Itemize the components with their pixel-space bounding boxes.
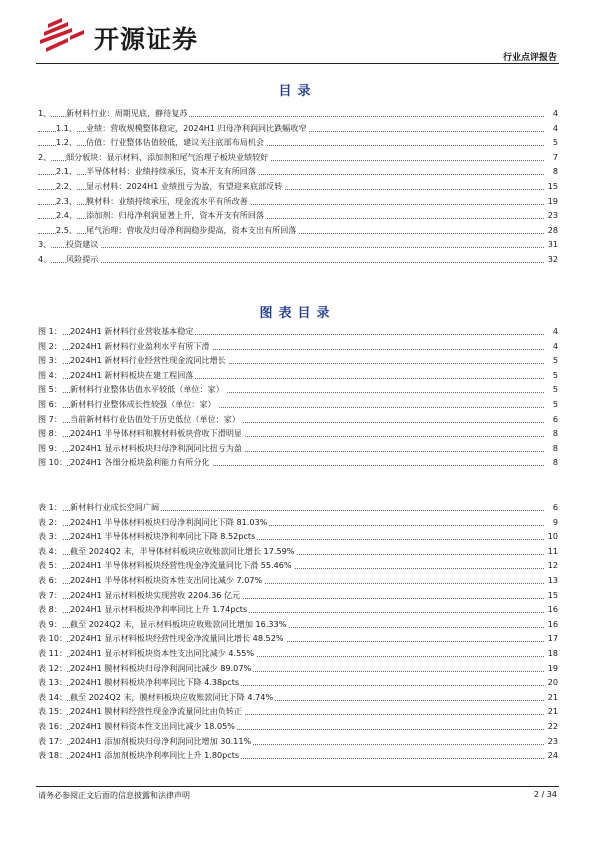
- figure-entry[interactable]: [38, 339, 558, 354]
- entry-number: 表 5：: [38, 558, 62, 573]
- entry-page: 32: [546, 252, 558, 267]
- entry-number: 图 5：: [38, 382, 62, 397]
- entry-title: 截至 2024Q2 末，膜材料板块应收账款同比下降 4.74%: [70, 690, 275, 705]
- entry-number: 表 16：: [38, 719, 67, 734]
- footer-disclaimer: 请务必参阅正文后面的信息披露和法律声明: [38, 791, 190, 800]
- table-entry[interactable]: [38, 675, 558, 690]
- toc-entry[interactable]: [38, 179, 558, 194]
- entry-page: 17: [546, 631, 558, 646]
- entry-number: 表 9：: [38, 617, 62, 632]
- entry-number: 表 15：: [38, 704, 67, 719]
- header-divider: [36, 63, 559, 64]
- table-entry[interactable]: [38, 602, 558, 617]
- entry-title: 估值：行业整体估值较低，建议关注底部布局机会: [86, 135, 266, 150]
- entry-page: 15: [546, 588, 558, 603]
- page-header: [0, 0, 595, 70]
- entry-page: 22: [546, 719, 558, 734]
- entry-page: 4: [551, 106, 558, 121]
- toc-title: 目录: [278, 84, 317, 99]
- entry-number: 表 18：: [38, 748, 67, 763]
- entry-page: 4: [551, 121, 558, 136]
- entry-title: 2024H1 显示材料板块实现营收 2204.36 亿元: [70, 588, 242, 603]
- footer-divider: [36, 786, 559, 787]
- entry-title: 2024H1 膜材料板块净利率同比下降 4.38pcts: [70, 675, 241, 690]
- table-entry[interactable]: [38, 500, 558, 515]
- entry-title: 2024H1 新材料板块在建工程回落: [70, 368, 195, 383]
- entry-title: 新材料行业成长空间广阔: [70, 500, 161, 515]
- entry-number: 表 7：: [38, 588, 62, 603]
- entry-title: 2024H1 半导体材料板块经营性现金净流量同比下滑 55.46%: [70, 558, 294, 573]
- entry-title: 当前新材料行业估值处于历史低位（单位：家）: [70, 412, 242, 427]
- entry-title: 新材料行业：周期见底，静待复苏: [66, 106, 189, 121]
- entry-title: 新材料行业整体估值水平较低（单位：家）: [70, 382, 226, 397]
- entry-page: 7: [551, 150, 558, 165]
- dot-leader: [38, 262, 544, 263]
- entry-title: 风险提示: [66, 252, 100, 267]
- entry-number: 2.2、: [56, 179, 77, 194]
- entry-title: 2024H1 新材料行业盈利水平有所下滑: [70, 339, 212, 354]
- table-list: [38, 500, 558, 763]
- entry-title: 2024H1 膜材料板块归母净利润同比减少 89.07%: [70, 661, 253, 676]
- entry-title: 添加剂：归母净利润显著上升，资本开支有所回落: [86, 208, 266, 223]
- entry-number: 图 6：: [38, 397, 62, 412]
- table-entry[interactable]: [38, 558, 558, 573]
- figure-entry[interactable]: [38, 412, 558, 427]
- entry-number: 图 8：: [38, 426, 62, 441]
- toc-entry[interactable]: [38, 106, 558, 121]
- table-entry[interactable]: [38, 529, 558, 544]
- table-entry[interactable]: [38, 748, 558, 763]
- toc-entry[interactable]: [38, 150, 558, 165]
- entry-page: 19: [546, 194, 558, 209]
- brand-logo: [38, 16, 228, 54]
- entry-number: 表 13：: [38, 675, 67, 690]
- table-entry[interactable]: [38, 544, 558, 559]
- entry-number: 3、: [38, 237, 51, 252]
- entry-page: 13: [546, 573, 558, 588]
- entry-page: 6: [551, 500, 558, 515]
- entry-page: 31: [546, 237, 558, 252]
- toc-entry[interactable]: [38, 223, 558, 238]
- page-number: 2 / 34: [533, 790, 557, 799]
- table-entry[interactable]: [38, 617, 558, 632]
- entry-number: 表 12：: [38, 661, 67, 676]
- entry-title: 细分板块：显示材料、添加剂和尾气治理子板块业绩较好: [66, 150, 270, 165]
- toc-entry[interactable]: [38, 121, 558, 136]
- entry-number: 图 4：: [38, 368, 62, 383]
- entry-page: 8: [551, 441, 558, 456]
- entry-number: 2.5、: [56, 223, 77, 238]
- entry-title: 2024H1 各细分板块盈利能力有所分化: [70, 455, 212, 470]
- entry-number: 2.4、: [56, 208, 77, 223]
- entry-page: 5: [551, 397, 558, 412]
- figure-entry[interactable]: [38, 455, 558, 470]
- entry-page: 4: [551, 324, 558, 339]
- entry-title: 半导体材料：业绩持续承压，资本开支有所回落: [86, 164, 258, 179]
- entry-title: 截至 2024Q2 末，半导体材料板块应收账款同比增长 17.59%: [70, 544, 296, 559]
- entry-title: 2024H1 添加剂板块归母净利润同比增加 30.11%: [70, 734, 253, 749]
- entry-page: 18: [546, 646, 558, 661]
- entry-title: 显示材料：2024H1 业绩扭亏为盈，有望迎来底部反转: [86, 179, 284, 194]
- entry-page: 6: [551, 412, 558, 427]
- entry-page: 5: [551, 368, 558, 383]
- entry-title: 2024H1 显示材料板块归母净利润同比扭亏为盈: [70, 441, 244, 456]
- entry-page: 5: [551, 135, 558, 150]
- entry-number: 2.1、: [56, 164, 77, 179]
- toc-entry[interactable]: [38, 252, 558, 267]
- report-type: 行业点评报告: [502, 53, 557, 63]
- entry-page: 20: [546, 675, 558, 690]
- entry-number: 表 11：: [38, 646, 67, 661]
- entry-number: 表 6：: [38, 573, 62, 588]
- entry-number: 图 7：: [38, 412, 62, 427]
- toc-entry[interactable]: [38, 164, 558, 179]
- figure-entry[interactable]: [38, 426, 558, 441]
- entry-page: 23: [546, 208, 558, 223]
- figure-entry[interactable]: [38, 368, 558, 383]
- entry-number: 2、: [38, 150, 51, 165]
- entry-title: 2024H1 新材料行业营收基本稳定: [70, 324, 195, 339]
- entry-page: 8: [551, 164, 558, 179]
- entry-number: 1.1、: [56, 121, 77, 136]
- toc-list: [38, 106, 558, 267]
- entry-page: 4: [551, 339, 558, 354]
- table-entry[interactable]: [38, 631, 558, 646]
- figure-entry[interactable]: [38, 324, 558, 339]
- dot-leader: [38, 247, 544, 248]
- entry-number: 1.2、: [56, 135, 77, 150]
- entry-title: 2024H1 半导体材料板块净利率同比下降 8.52pcts: [70, 529, 257, 544]
- entry-title: 2024H1 添加剂板块净利率同比上升 1.80pcts: [70, 748, 241, 763]
- entry-number: 表 17：: [38, 734, 67, 749]
- entry-title: 2024H1 半导体材料板块归母净利润同比下降 81.03%: [70, 515, 269, 530]
- kaiyuan-logo-icon: [38, 16, 90, 54]
- table-entry[interactable]: [38, 573, 558, 588]
- entry-page: 23: [546, 734, 558, 749]
- toc-entry[interactable]: [38, 237, 558, 252]
- entry-page: 8: [551, 455, 558, 470]
- brand-name: 开源证券: [94, 25, 199, 54]
- entry-page: 9: [551, 515, 558, 530]
- entry-title: 2024H1 显示材料板块经营性现金净流量同比增长 48.52%: [70, 631, 286, 646]
- entry-page: 19: [546, 661, 558, 676]
- toc-entry[interactable]: [38, 135, 558, 150]
- figures-title: 图表目录: [259, 306, 336, 321]
- entry-number: 图 9：: [38, 441, 62, 456]
- entry-title: 尾气治理：营收及归母净利润稳步提高，资本支出有所回落: [86, 223, 298, 238]
- entry-number: 表 3：: [38, 529, 62, 544]
- entry-number: 表 10：: [38, 631, 67, 646]
- toc-entry[interactable]: [38, 194, 558, 209]
- figure-entry[interactable]: [38, 397, 558, 412]
- entry-page: 12: [546, 558, 558, 573]
- entry-page: 10: [546, 529, 558, 544]
- figure-entry[interactable]: [38, 441, 558, 456]
- entry-page: 8: [551, 426, 558, 441]
- entry-title: 2024H1 显示材料板块资本性支出同比减少 4.55%: [70, 646, 256, 661]
- entry-page: 5: [551, 353, 558, 368]
- table-entry[interactable]: [38, 734, 558, 749]
- figure-list: [38, 324, 558, 470]
- entry-title: 2024H1 膜材料经营性现金净流量同比由负转正: [70, 704, 244, 719]
- entry-number: 4、: [38, 252, 51, 267]
- entry-number: 1、: [38, 106, 51, 121]
- entry-title: 2024H1 新材料行业经营性现金流同比增长: [70, 353, 228, 368]
- entry-page: 28: [546, 223, 558, 238]
- entry-page: 5: [551, 382, 558, 397]
- table-entry[interactable]: [38, 515, 558, 530]
- entry-title: 投资建议: [66, 237, 100, 252]
- entry-title: 2024H1 膜材料资本性支出同比减少 18.05%: [70, 719, 237, 734]
- entry-page: 16: [546, 602, 558, 617]
- table-entry[interactable]: [38, 588, 558, 603]
- entry-number: 2.3、: [56, 194, 77, 209]
- entry-page: 16: [546, 617, 558, 632]
- entry-number: 表 1：: [38, 500, 62, 515]
- entry-number: 图 10：: [38, 455, 67, 470]
- table-entry[interactable]: [38, 704, 558, 719]
- entry-title: 截至 2024Q2 末，显示材料板块应收账款同比增加 16.33%: [70, 617, 288, 632]
- entry-page: 24: [546, 748, 558, 763]
- entry-number: 图 2：: [38, 339, 62, 354]
- entry-number: 表 2：: [38, 515, 62, 530]
- entry-title: 2024H1 显示材料板块净利率同比上升 1.74pcts: [70, 602, 249, 617]
- entry-title: 膜材料：业绩持续承压，现金流水平有所改善: [86, 194, 250, 209]
- entry-number: 表 8：: [38, 602, 62, 617]
- table-entry[interactable]: [38, 661, 558, 676]
- entry-number: 表 4：: [38, 544, 62, 559]
- entry-number: 图 3：: [38, 353, 62, 368]
- entry-page: 15: [546, 179, 558, 194]
- entry-number: 图 1：: [38, 324, 62, 339]
- figure-entry[interactable]: [38, 353, 558, 368]
- entry-page: 21: [546, 690, 558, 705]
- entry-number: 表 14：: [38, 690, 67, 705]
- entry-title: 2024H1 半导体材料板块资本性支出同比减少 7.07%: [70, 573, 264, 588]
- table-entry[interactable]: [38, 719, 558, 734]
- figure-entry[interactable]: [38, 382, 558, 397]
- table-entry[interactable]: [38, 646, 558, 661]
- toc-entry[interactable]: [38, 208, 558, 223]
- entry-page: 11: [546, 544, 558, 559]
- entry-title: 2024H1 半导体材料和膜材料板块营收下滑明显: [70, 426, 244, 441]
- table-entry[interactable]: [38, 690, 558, 705]
- entry-page: 21: [546, 704, 558, 719]
- entry-title: 业绩：营收规模整体稳定，2024H1 归母净利润同比跌幅收窄: [86, 121, 309, 136]
- entry-title: 新材料行业整体成长性较强（单位：家）: [70, 397, 218, 412]
